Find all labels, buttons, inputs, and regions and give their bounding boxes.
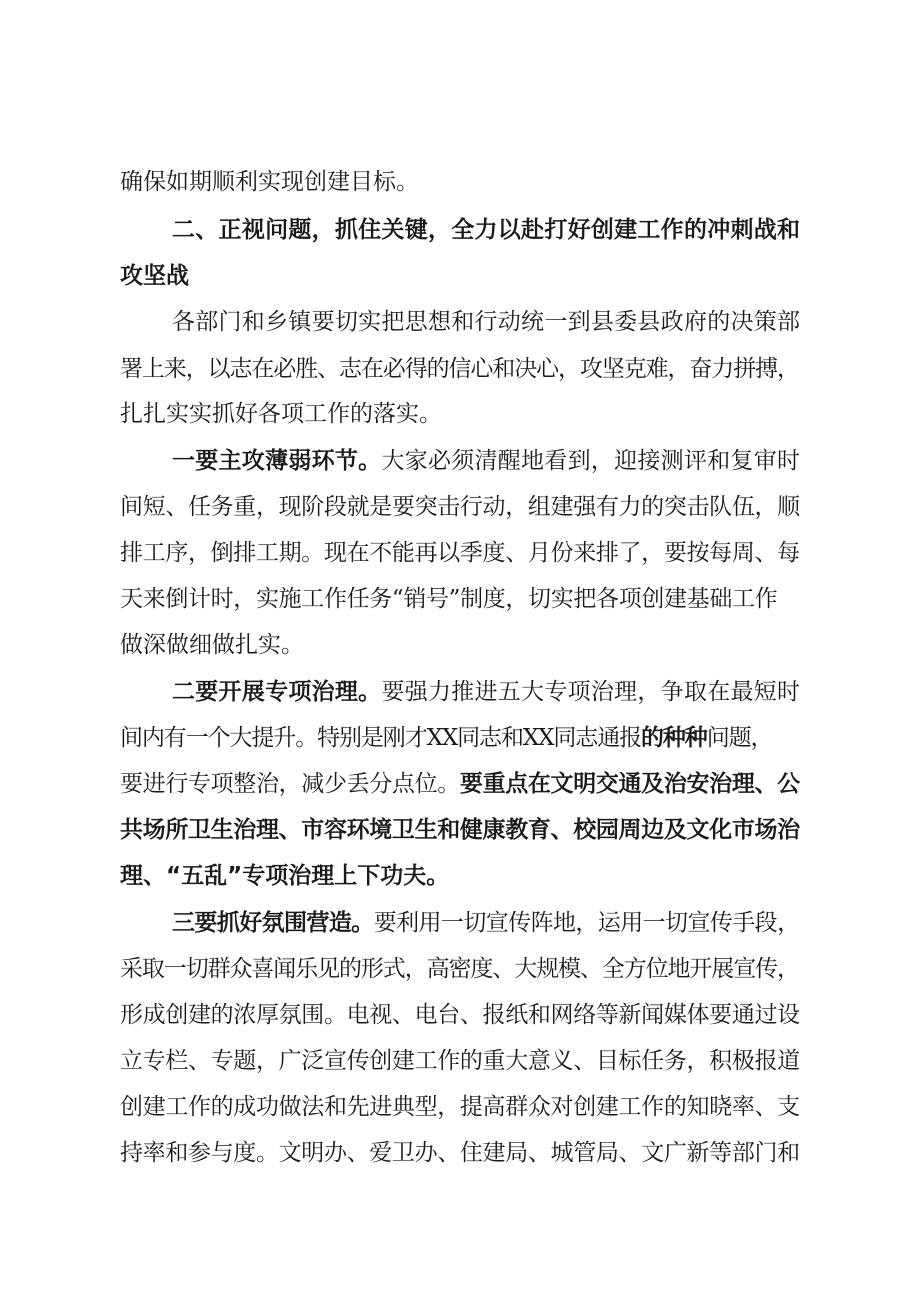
text-line	[0, 759, 920, 809]
text-line	[0, 389, 920, 439]
bold-text: 的种种	[641, 725, 707, 751]
text-line	[0, 944, 920, 994]
heading-text: 攻坚战	[120, 263, 189, 289]
section-heading	[0, 205, 920, 255]
line-text: 立专栏、专题，广泛宣传创建工作的重大意义、目标任务，积极报道	[120, 1048, 800, 1074]
line-text: 天来倒计时，实施工作任务“销号”制度，切实把各项创建基础工作	[120, 586, 778, 612]
line-text: 排工序，倒排工期。现在不能再以季度、月份来排了，要按每周、每	[120, 540, 800, 566]
text-line	[0, 1128, 920, 1178]
line-text: 理、“五乱”专项治理上下功夫。	[120, 863, 450, 889]
text-line	[0, 898, 920, 948]
line-text: 问题，	[706, 725, 773, 751]
line-text: 采取一切群众喜闻乐见的形式，高密度、大规模、全方位地开展宣传，	[120, 956, 799, 982]
text-line-bold	[0, 851, 920, 901]
line-text: 大家必须清醒地看到，迎接测评和复审时	[381, 448, 801, 474]
text-line	[0, 528, 920, 578]
line-text: 共场所卫生治理、市容环境卫生和健康教育、校园周边及文化市场治	[120, 817, 800, 843]
line-text: 扎扎实实抓好各项工作的落实。	[120, 401, 442, 427]
line-text: 创建工作的成功做法和先进典型，提高群众对创建工作的知晓率、支	[120, 1094, 800, 1120]
text-line	[0, 574, 920, 624]
text-line	[0, 344, 920, 394]
text-line	[0, 713, 920, 763]
text-line	[0, 620, 920, 670]
line-text: 要进行专项整治，减少丢分点位。	[120, 771, 460, 797]
line-text: 持率和参与度。文明办、爱卫办、住建局、城管局、文广新等部门和	[120, 1140, 800, 1166]
line-text: 各部门和乡镇要切实把思想和行动统一到县委县政府的决策部	[172, 309, 801, 335]
text-line-bold	[0, 805, 920, 855]
text-line	[0, 482, 920, 532]
line-text: 做深做细做扎实。	[120, 632, 304, 658]
item-lead-bold: 二要开展专项治理。	[172, 679, 382, 705]
heading-text: 二、正视问题，抓住关键，全力以赴打好创建工作的冲刺战和	[172, 217, 801, 243]
line-text: 间短、任务重，现阶段就是要突击行动，组建强有力的突击队伍，顺	[120, 494, 800, 520]
text-line	[0, 667, 920, 717]
item-lead-bold: 三要抓好氛围营造。	[172, 910, 374, 936]
line-text: 确保如期顺利实现创建目标。	[120, 169, 419, 195]
section-heading-continued	[0, 251, 920, 301]
bold-text: 要重点在文明交通及治安治理、公	[459, 771, 800, 797]
line-text: 形成创建的浓厚氛围。电视、电台、报纸和网络等新闻媒体要通过设	[120, 1002, 800, 1028]
line-text: 要强力推进五大专项治理，争取在最短时	[381, 679, 801, 705]
line-text: 间内有一个大提升。特别是刚才XX同志和XX同志通报	[120, 725, 641, 751]
text-line	[0, 1082, 920, 1132]
text-line	[0, 157, 920, 207]
text-line	[0, 1036, 920, 1086]
text-line	[0, 990, 920, 1040]
line-text: 署上来，以志在必胜、志在必得的信心和决心，攻坚克难，奋力拼搏，	[120, 356, 799, 382]
text-line	[0, 436, 920, 486]
line-text: 要利用一切宣传阵地，运用一切宣传手段，	[373, 910, 800, 936]
item-lead-bold: 一要主攻薄弱环节。	[172, 448, 382, 474]
text-line	[0, 297, 920, 347]
